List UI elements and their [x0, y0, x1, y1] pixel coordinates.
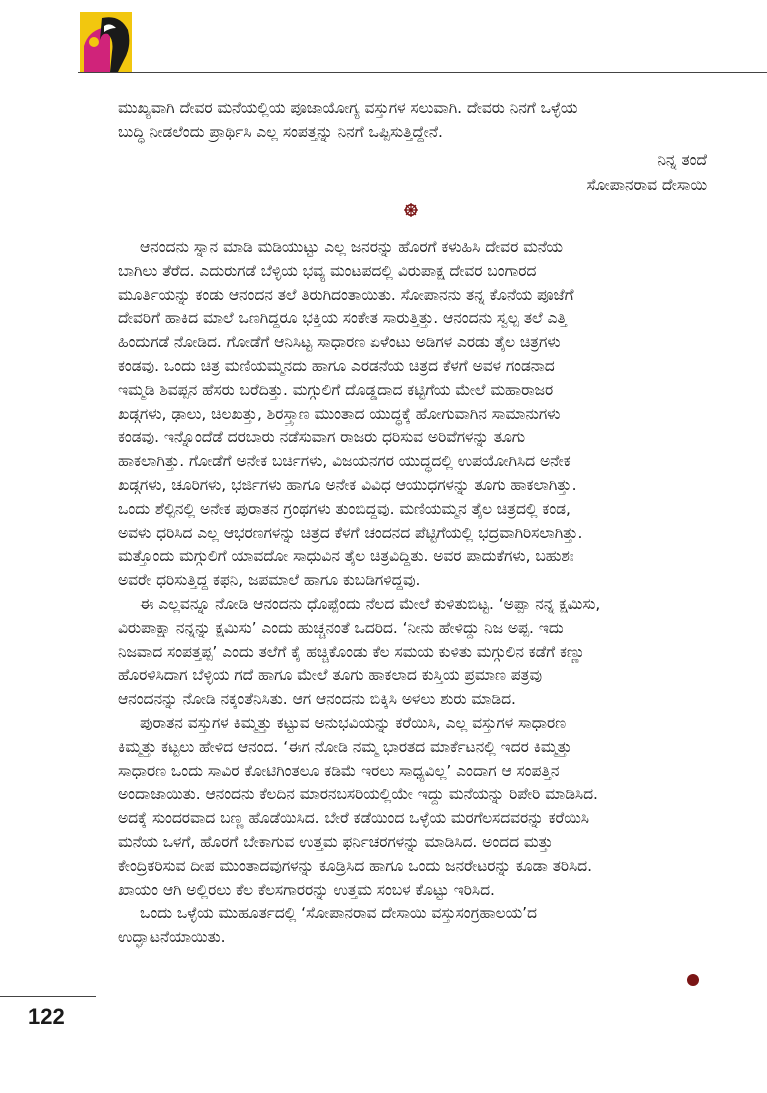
- body-line: ದೇವರಿಗೆ ಹಾಕಿದ ಮಾಲೆ ಒಣಗಿದ್ದರೂ ಭಕ್ತಿಯ ಸಂಕೇತ ಸಾರುತ್ತಿತ್ತು. ಆನಂದನು ಸ್ವಲ್ಪ ತಲೆ ಎತ್ತಿ: [118, 309, 567, 328]
- body-line: ಅಂದಾಜಾಯಿತು. ಆನಂದನು ಕೆಲದಿನ ಮಾರನಬಸರಿಯಲ್ಲಿಯೇ ಇದ್ದು ಮನೆಯನ್ನು ರಿಪೇರಿ ಮಾಡಿಸಿದ.: [118, 785, 598, 804]
- body-line: ಮತ್ತೊಂದು ಮಗ್ಗುಲಿಗೆ ಯಾವದೋ ಸಾಧುವಿನ ತೈಲ ಚಿತ್ರವಿದ್ದಿತು. ಅವರ ಪಾದುಕೆಗಳು, ಬಹುಶಃ: [118, 547, 574, 566]
- body-line: ಖಡ್ಗಗಳು, ಚೂರಿಗಳು, ಭರ್ಜಿಗಳು ಹಾಗೂ ಅನೇಕ ವಿವಿಧ ಆಯುಧಗಳನ್ನು ತೂಗು ಹಾಕಲಾಗಿತ್ತು.: [118, 475, 577, 494]
- letter-text: [118, 97, 708, 145]
- letter-signature: ಸೋಪಾನರಾವ ದೇಸಾಯಿ: [586, 176, 707, 194]
- letter-signoff: ನಿನ್ನ ತಂದೆ: [657, 151, 707, 169]
- body-line: ಹಾಕಲಾಗಿತ್ತು. ಗೋಡೆಗೆ ಅನೇಕ ಬರ್ಚಿಗಳು, ವಿಜಯನಗರ ಯುದ್ಧದಲ್ಲಿ ಉಪಯೋಗಿಸಿದ ಅನೇಕ: [118, 452, 571, 471]
- section-ornament-icon: [404, 203, 418, 217]
- body-line: ಅವರೇ ಧರಿಸುತ್ತಿದ್ದ ಕಫನಿ, ಜಪಮಾಲೆ ಹಾಗೂ ಕುಬಡಿಗಳಿದ್ದವು.: [118, 571, 421, 590]
- body-line: ಕಿಮ್ಮತ್ತು ಕಟ್ಟಲು ಹೇಳಿದ ಆನಂದ. ‘ಈಗ ನೋಡಿ ನಮ್ಮ ಭಾರತದ ಮಾರ್ಕೆಟನಲ್ಲಿ ಇದರ ಕಿಮ್ಮತ್ತು: [118, 737, 572, 756]
- body-line: ವಿರುಪಾಕ್ಷಾ ನನ್ನನ್ನು ಕ್ಷಮಿಸು’ ಎಂದು ಹುಚ್ಚನಂತೆ ಒದರಿದ. ‘ನೀನು ಹೇಳಿದ್ದು ನಿಜ ಅಪ್ಪ. ಇದು: [118, 618, 564, 637]
- page-number: 122: [28, 1004, 65, 1029]
- footer-rule: [0, 996, 96, 997]
- end-of-chapter-dot-icon: [687, 974, 699, 986]
- body-line: ಖಾಯಂ ಆಗಿ ಅಲ್ಲಿರಲು ಕೆಲ ಕೆಲಸಗಾರರನ್ನು ಉತ್ತಮ ಸಂಬಳ ಕೊಟ್ಟು ಇರಿಸಿದ.: [118, 880, 495, 899]
- body-line: ಬಾಗಿಲು ತೆರೆದ. ಎದುರುಗಡೆ ಬೆಳ್ಳಿಯ ಭವ್ಯ ಮಂಟಪದಲ್ಲಿ ವಿರುಪಾಕ್ಷ ದೇವರ ಬಂಗಾರದ: [118, 261, 537, 280]
- body-line: ಆನಂದನು ಸ್ನಾನ ಮಾಡಿ ಮಡಿಯುಟ್ಟು ಎಲ್ಲ ಜನರನ್ನು ಹೊರಗೆ ಕಳುಹಿಸಿ ದೇವರ ಮನೆಯ: [140, 238, 563, 256]
- body-line: ಕಂಡವು. ಒಂದು ಚಿತ್ರ ಮಣಿಯಮ್ಮನದು ಹಾಗೂ ಎರಡನೆಯ ಚಿತ್ರದ ಕೆಳಗೆ ಅವಳ ಗಂಡನಾದ: [118, 356, 555, 375]
- body-line: ಮನೆಯ ಒಳಗೆ, ಹೊರಗೆ ಬೇಕಾಗುವ ಉತ್ತಮ ಫರ್ನಿಚರಗಳನ್ನು ಮಾಡಿಸಿದ. ಅಂದದ ಮತ್ತು: [118, 832, 553, 851]
- body-line: ಪುರಾತನ ವಸ್ತುಗಳ ಕಿಮ್ಮತ್ತು ಕಟ್ಟುವ ಅನುಭವಿಯನ್ನು ಕರೆಯಿಸಿ, ಎಲ್ಲ ವಸ್ತುಗಳ ಸಾಧಾರಣ: [140, 713, 567, 732]
- body-line: ಉದ್ಘಾಟನೆಯಾಯಿತು.: [118, 928, 226, 947]
- body-line: ಅದಕ್ಕೆ ಸುಂದರವಾದ ಬಣ್ಣ ಹೊಡೆಯಿಸಿದ. ಬೇರೆ ಕಡೆಯಿಂದ ಒಳ್ಳೆಯ ಮರಗೆಲಸದವರನ್ನು ಕರೆಯಿಸಿ: [118, 809, 589, 828]
- body-line: ಮೂರ್ತಿಯನ್ನು ಕಂಡು ಆನಂದನ ತಲೆ ತಿರುಗಿದಂತಾಯಿತು. ಸೋಪಾನನು ತನ್ನ ಕೊನೆಯ ಪೂಜೆಗೆ: [118, 285, 574, 304]
- header-rule: [78, 72, 767, 73]
- body-text: [118, 236, 708, 950]
- publisher-logo: [80, 12, 132, 72]
- body-line: ಒಂದು ಶೆಲ್ಪಿನಲ್ಲಿ ಅನೇಕ ಪುರಾತನ ಗ್ರಂಥಗಳು ತುಂಬಿದ್ದವು. ಮಣಿಯಮ್ಮನ ತೈಲ ಚಿತ್ರದಲ್ಲಿ ಕಂಡ,: [118, 499, 571, 518]
- body-line: ಖಡ್ಗಗಳು, ಢಾಲು, ಚಿಲಖತ್ತು, ಶಿರಸ್ತ್ರಾಣ ಮುಂತಾದ ಯುದ್ಧಕ್ಕೆ ಹೋಗುವಾಗಿನ ಸಾಮಾನುಗಳು: [118, 404, 561, 423]
- body-line: ಈ ಎಲ್ಲವನ್ನೂ ನೋಡಿ ಆನಂದನು ಧೊಪ್ಪೆಂದು ನೆಲದ ಮೇಲೆ ಕುಳಿತುಬಿಟ್ಟ. ‘ಅಪ್ಪಾ ನನ್ನ ಕ್ಷಮಿಸು,: [140, 594, 601, 613]
- body-line: ಹಿಂದುಗಡೆ ನೋಡಿದ. ಗೋಡೆಗೆ ಆನಿಸಿಟ್ಟ ಸಾಧಾರಣ ಏಳೆಂಟು ಅಡಿಗಳ ಎರಡು ತೈಲ ಚಿತ್ರಗಳು: [118, 333, 561, 352]
- body-line: ನಿಜವಾದ ಸಂಪತ್ತಪ್ಪ’ ಎಂದು ತಲೆಗೆ ಕೈ ಹಚ್ಚಿಕೊಂಡು ಕೆಲ ಸಮಯ ಕುಳಿತು ಮಗ್ಗುಲಿನ ಕಡೆಗೆ ಕಣ್ಣು: [118, 642, 585, 661]
- body-line: ಇಮ್ಮಡಿ ಶಿವಪ್ಪನ ಹೆಸರು ಬರೆದಿತ್ತು. ಮಗ್ಗುಲಿಗೆ ದೊಡ್ಡದಾದ ಕಟ್ಟಿಗೆಯ ಮೇಲೆ ಮಹಾರಾಜರ: [118, 380, 554, 399]
- letter-line: ಬುದ್ಧಿ ನೀಡಲೆಂದು ಪ್ರಾರ್ಥಿಸಿ ಎಲ್ಲ ಸಂಪತ್ತನ್ನು ನಿನಗೆ ಒಪ್ಪಿಸುತ್ತಿದ್ದೇನೆ.: [118, 122, 443, 141]
- body-line: ಕಂಡವು. ಇನ್ನೊಂದೆಡೆ ದರಬಾರು ನಡೆಸುವಾಗ ರಾಜರು ಧರಿಸುವ ಅರಿವೆಗಳನ್ನು ತೂಗು: [118, 428, 525, 447]
- body-line: ಕೇಂದ್ರಿಕರಿಸುವ ದೀಪ ಮುಂತಾದವುಗಳನ್ನು ಕೂಡ್ರಿಸಿದ ಹಾಗೂ ಒಂದು ಜನರೇಟರನ್ನು ಕೂಡಾ ತರಿಸಿದ.: [118, 856, 592, 875]
- body-line: ಅವಳು ಧರಿಸಿದ ಎಲ್ಲ ಆಭರಣಗಳನ್ನು ಚಿತ್ರದ ಕೆಳಗೆ ಚಂದನದ ಪೆಟ್ಟಿಗೆಯಲ್ಲಿ ಭದ್ರವಾಗಿರಿಸಲಾಗಿತ್ತು.: [118, 523, 583, 542]
- body-line: ಸಾಧಾರಣ ಒಂದು ಸಾವಿರ ಕೋಟಿಗಿಂತಲೂ ಕಡಿಮೆ ಇರಲು ಸಾಧ್ಯವಿಲ್ಲ’ ಎಂದಾಗ ಆ ಸಂಪತ್ತಿನ: [118, 761, 560, 780]
- body-line: ಆನಂದನನ್ನು ನೋಡಿ ನಕ್ಕಂತೆನಿಸಿತು. ಆಗ ಆನಂದನು ಬಿಕ್ಕಿಸಿ ಅಳಲು ಶುರು ಮಾಡಿದ.: [118, 690, 516, 709]
- body-line: ಒಂದು ಒಳ್ಳೆಯ ಮುಹೂರ್ತದಲ್ಲಿ ‘ಸೋಪಾನರಾವ ದೇಸಾಯಿ ವಸ್ತುಸಂಗ್ರಹಾಲಯ’ದ: [140, 904, 537, 923]
- body-line: ಹೊರಳಿಸಿದಾಗ ಬೆಳ್ಳಿಯ ಗದೆ ಹಾಗೂ ಮೇಲೆ ತೂಗು ಹಾಕಲಾದ ಕುಸ್ತಿಯ ಪ್ರಮಾಣ ಪತ್ರವು: [118, 666, 542, 685]
- letter-line: ಮುಖ್ಯವಾಗಿ ದೇವರ ಮನೆಯಲ್ಲಿಯ ಪೂಜಾಯೋಗ್ಯ ವಸ್ತುಗಳ ಸಲುವಾಗಿ. ದೇವರು ನಿನಗೆ ಒಳ್ಳೆಯ: [118, 99, 578, 117]
